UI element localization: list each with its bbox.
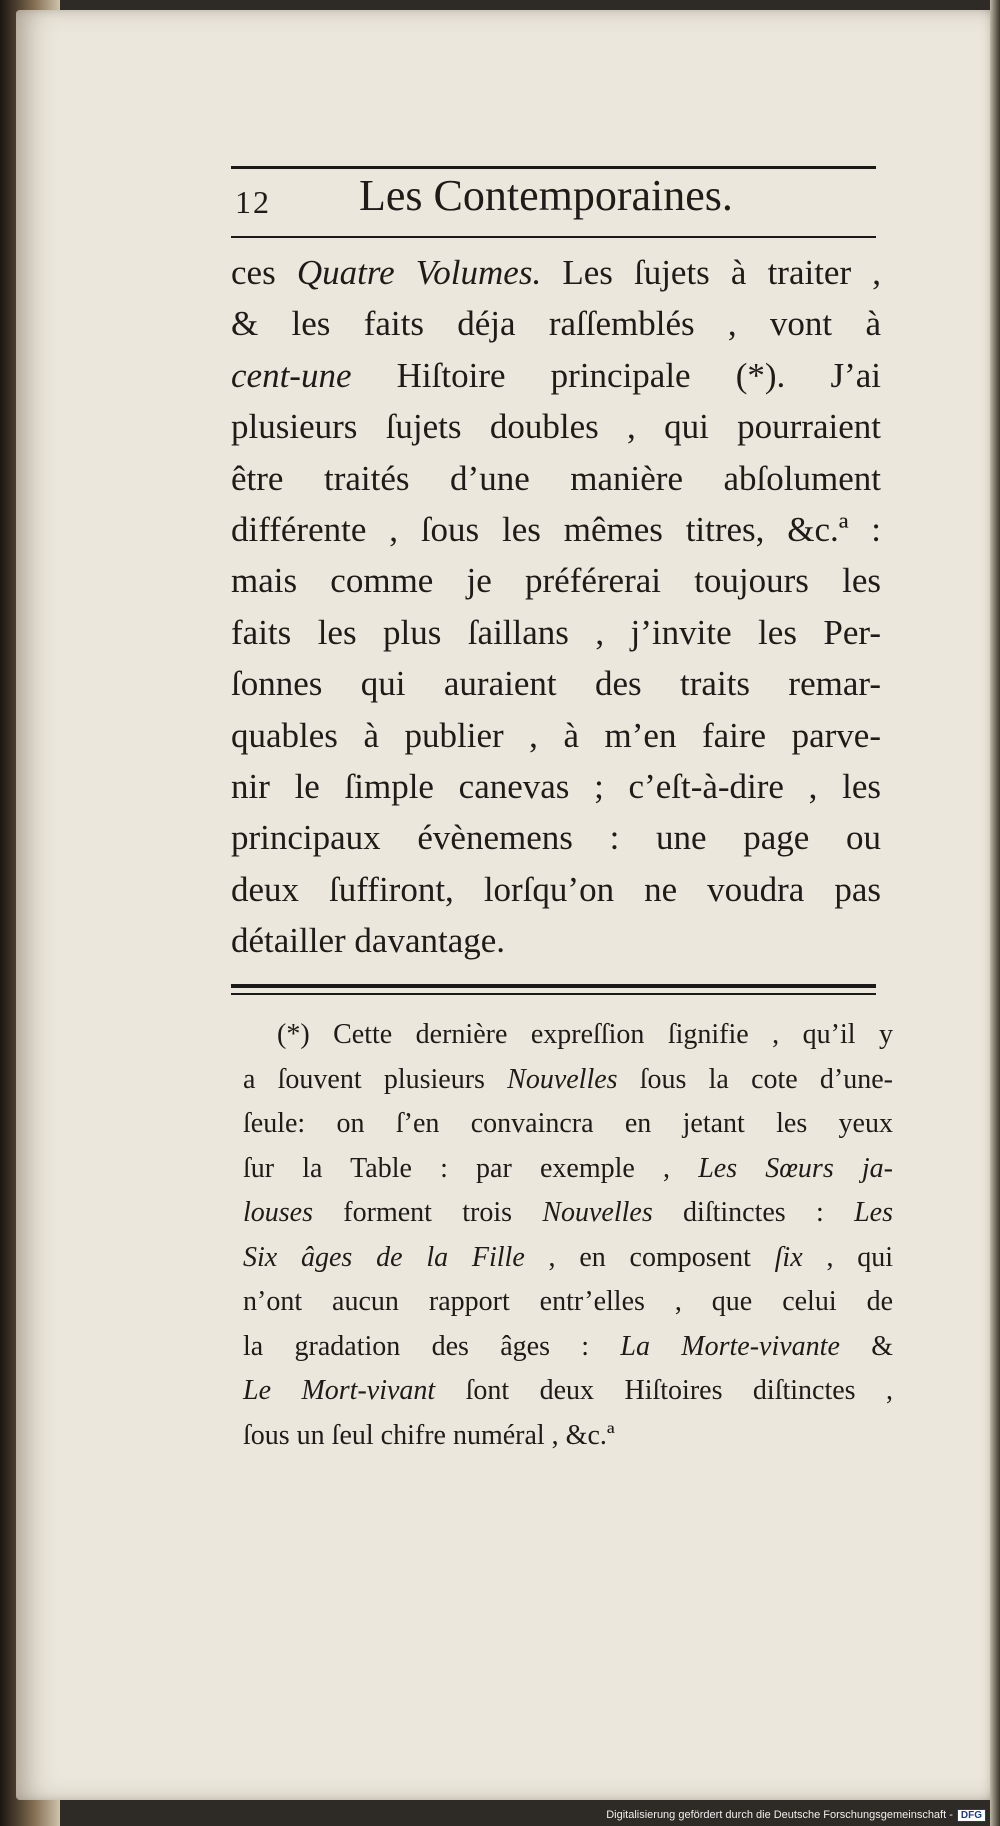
body-line: [231, 504, 881, 555]
footnote-text-segment: la gradation des âges :: [243, 1330, 621, 1362]
body-text-segment: faits les plus ſaillans , j’invite les Per-: [231, 612, 881, 652]
footnote-separator-rule-bottom: [231, 993, 876, 995]
body-text-segment: Quatre Volumes.: [296, 253, 542, 292]
body-text-segment: nir le ſimple canevas ; c’eſt-à-dire , les: [231, 766, 881, 806]
footnote-text-segment: , qui: [802, 1241, 894, 1273]
page-number: 12: [235, 184, 271, 220]
body-text-segment: principaux évènemens : une page ou: [231, 818, 881, 858]
footnote-separator-rule-top: [231, 984, 876, 988]
footnote-text-segment: Six âges de la Fille: [243, 1241, 525, 1273]
footnote-text-segment: ſur la Table : par exemple ,: [243, 1152, 699, 1184]
footnote-line: [243, 1414, 893, 1459]
dfg-logo: DFG: [957, 1809, 986, 1822]
body-line: [231, 247, 881, 298]
body-text-segment: quables à publier , à m’en faire parve-: [231, 715, 881, 755]
body-text-segment: détailler davantage.: [231, 921, 506, 961]
body-text-segment: ſonnes qui auraient des traits remar-: [231, 664, 881, 704]
body-text-segment: Les ſujets à traiter ,: [541, 253, 881, 292]
body-line: [231, 812, 881, 863]
footnote-line: [243, 1325, 893, 1370]
footnote-line: [243, 1013, 893, 1058]
footnote-line: [243, 1058, 893, 1103]
footnote-text-segment: , en composent: [524, 1241, 775, 1273]
body-line: [231, 864, 881, 915]
body-line: [231, 453, 881, 504]
body-text: [231, 247, 881, 966]
footnote-text-segment: ſous la cote d’une-: [617, 1063, 893, 1095]
body-text-segment: mais comme je préférerai toujours les: [231, 561, 881, 601]
body-text-segment: être traités d’une manière abſolument: [231, 458, 881, 498]
footnote-text-segment: louses: [243, 1197, 313, 1228]
footnote-text-segment: ſont deux Hiſtoires diſtinctes ,: [435, 1375, 893, 1406]
page-header: [231, 170, 876, 230]
footnote-text-segment: diſtinctes :: [652, 1197, 855, 1228]
body-text-segment: & les faits déja raſſemblés , vont à: [231, 304, 881, 344]
footnote-line: [243, 1236, 893, 1281]
footnote-text-segment: ſix: [774, 1241, 803, 1273]
page-right-edge: [990, 0, 1000, 1826]
footnote-line: [243, 1147, 893, 1192]
footnote-text-segment: Les Sœurs ja-: [698, 1152, 894, 1184]
body-text-segment: deux ſuffiront, lorſqu’on ne voudra pas: [231, 869, 881, 909]
header-bottom-rule: [231, 236, 876, 238]
footnote-text-segment: Le Mort-vivant: [243, 1375, 436, 1406]
credit-text: Digitalisierung gefördert durch die Deutsche Forschungsgemeinschaft -: [606, 1809, 953, 1821]
body-line: [231, 761, 881, 812]
header-top-rule: [231, 166, 876, 169]
body-line: [231, 658, 881, 709]
body-text-segment: ces: [231, 253, 297, 292]
body-line: [231, 915, 881, 966]
running-title: Les Contemporaines.: [359, 171, 733, 220]
footnote-line: [243, 1102, 893, 1147]
footnote-text-segment: (*) Cette dernière expreſſion ſignifie , qu’il y: [277, 1019, 893, 1050]
footnote-text-segment: ſous un ſeul chifre numéral , &c.ª: [243, 1419, 615, 1451]
footnote-line: [243, 1369, 893, 1414]
footnote-line: [243, 1280, 893, 1325]
footnote-text-segment: forment trois: [313, 1197, 543, 1228]
body-text-segment: cent-une: [231, 355, 352, 395]
body-text-segment: plusieurs ſujets doubles , qui pourraient: [231, 407, 881, 447]
body-line: [231, 607, 881, 658]
body-line: [231, 298, 881, 349]
digitization-credit: [606, 1809, 986, 1822]
body-line: [231, 401, 881, 452]
footnote-text-segment: Nouvelles: [542, 1197, 653, 1228]
footnote-text-segment: n’ont aucun rapport entr’elles , que celui de: [243, 1286, 893, 1317]
body-text-segment: différente , ſous les mêmes titres, &c.ª :: [231, 509, 881, 549]
footnote-text-segment: La Morte-vivante: [620, 1330, 840, 1362]
footnote-text-segment: ſeule: on ſ’en convaincra en jetant les yeux: [243, 1108, 893, 1139]
footnote-text-segment: &: [839, 1330, 894, 1362]
footnote-text-segment: Les: [854, 1197, 893, 1228]
footnote-line: [243, 1191, 893, 1236]
body-text-segment: Hiſtoire principale (*). J’ai: [351, 355, 881, 395]
body-line: [231, 555, 881, 606]
footnote-text: [243, 1013, 893, 1458]
footnote-text-segment: Nouvelles: [507, 1063, 618, 1095]
body-line: [231, 710, 881, 761]
body-line: [231, 350, 881, 401]
footnote-text-segment: a ſouvent plusieurs: [243, 1063, 508, 1095]
